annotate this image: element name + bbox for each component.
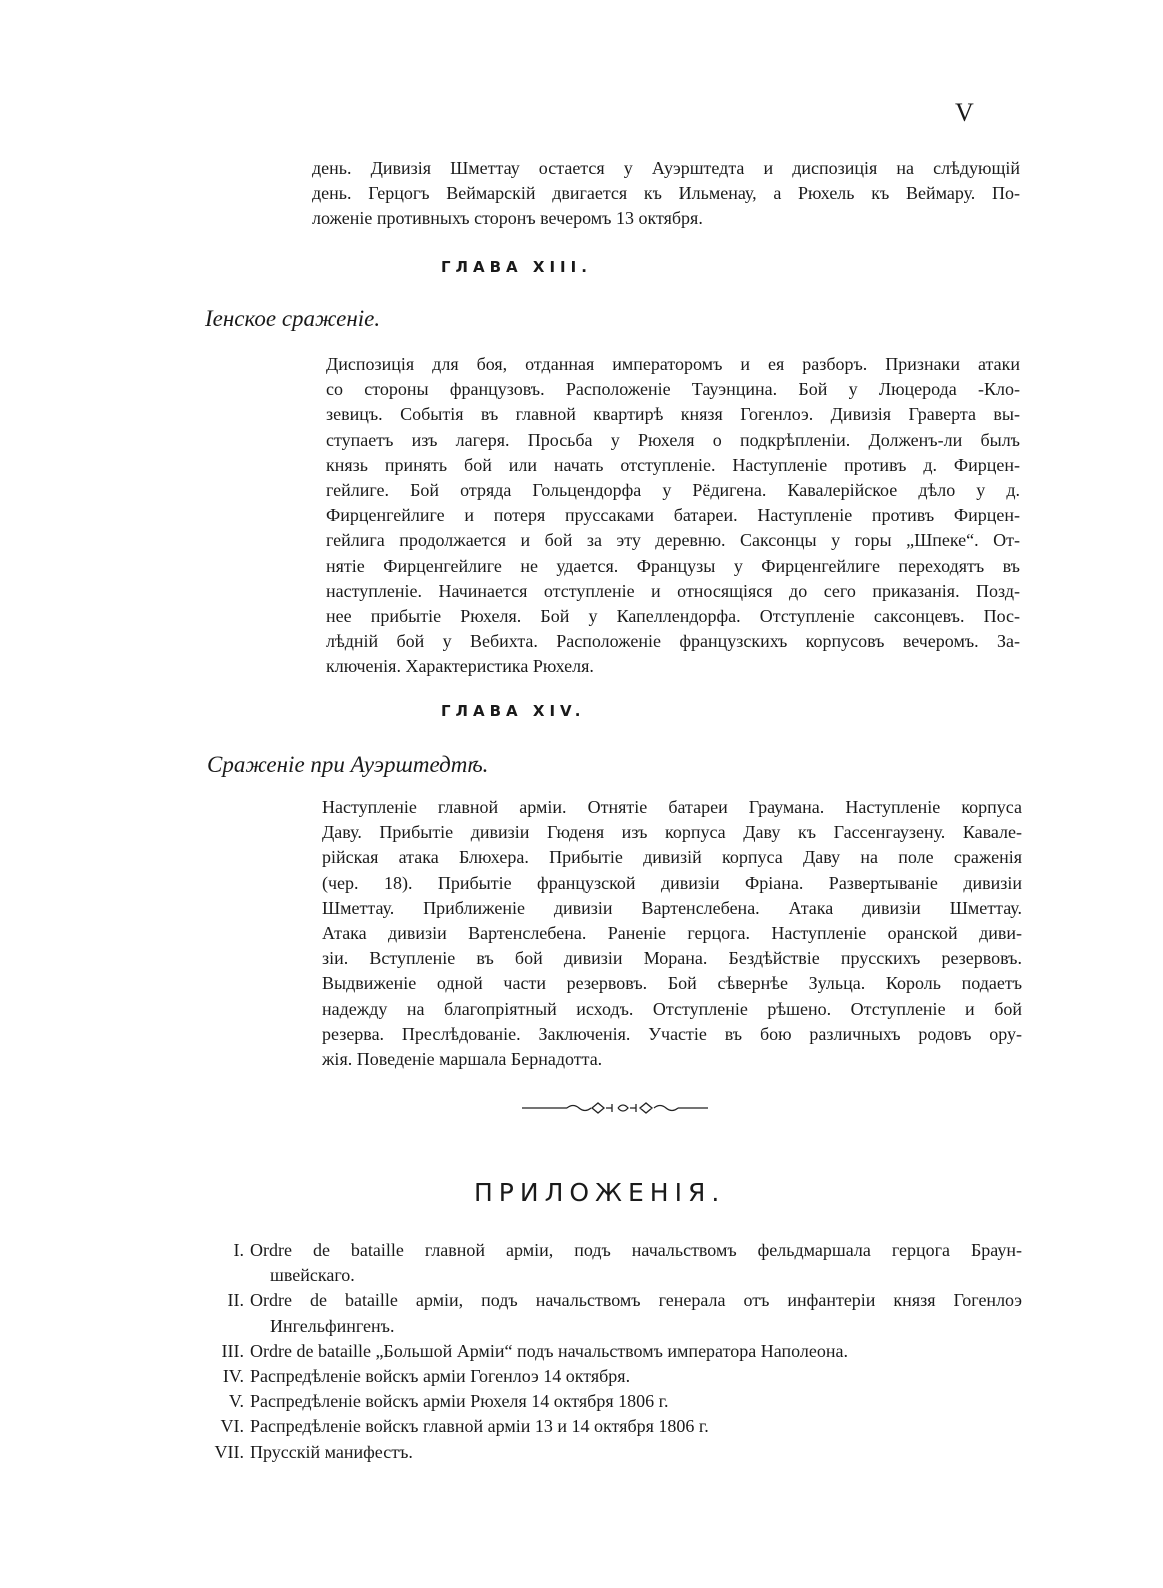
chapter-14-title: Сраженіе при Ауэрштедтѣ. (207, 752, 489, 777)
appendix-item (200, 1389, 1022, 1414)
appendix-item (200, 1414, 1022, 1439)
intro-paragraph (312, 156, 1020, 232)
appendix-number: VII. (214, 1441, 244, 1462)
appendix-text: Распредѣленіе войскъ арміи Рюхеля 14 октября 1806 г. (250, 1391, 669, 1412)
appendix-text: Распредѣленіе войскъ арміи Гогенлоэ 14 октября. (250, 1365, 631, 1386)
page-number: V (955, 98, 974, 127)
text-line: нятіе Фирценгейлиге не удается. Французы у Фирценгейлиге переходятъ въ (326, 555, 1020, 576)
chapter-14-heading: ГЛАВА XIV. (441, 702, 586, 720)
appendix-text: швейскаго. (270, 1265, 355, 1286)
text-line: гейлиге. Бой отряда Гольцендорфа у Рёдигена. Кавалерійское дѣло у д. (326, 479, 1020, 500)
text-line: наступленіе. Начинается отступленіе и относящіяся до сего приказанія. Позд- (326, 580, 1020, 601)
text-line: Выдвиженіе одной части резервовъ. Бой сѣвернѣе Зульца. Король подаетъ (322, 973, 1022, 994)
text-line: ступаетъ изъ лагеря. Просьба у Рюхеля о подкрѣпленіи. Долженъ-ли былъ (326, 429, 1020, 450)
text-line: со стороны французовъ. Расположеніе Тауэнцина. Бой у Люцерода -Кло- (326, 379, 1020, 400)
appendix-text: Ordre de bataille „Большой Арміи“ подъ начальствомъ императора Наполеона. (250, 1340, 848, 1361)
text-line: нее прибытіе Рюхеля. Бой у Капеллендорфа. Отступленіе саксонцевъ. Пос- (326, 605, 1020, 626)
ornament-divider (522, 1100, 708, 1116)
text-line: жія. Поведеніе маршала Бернадотта. (322, 1048, 603, 1069)
appendix-text: Ordre de bataille главной арміи, подъ начальствомъ фельдмаршала герцога Браун- (250, 1240, 1022, 1260)
text-line: резерва. Преслѣдованіе. Заключенія. Участіе въ бою различныхъ родовъ ору- (322, 1023, 1022, 1044)
text-line: день. Герцогъ Веймарскій двигается къ Ильменау, а Рюхель къ Веймару. По- (312, 183, 1020, 204)
text-line: Диспозиція для боя, отданная императоромъ и ея разборъ. Признаки атаки (326, 354, 1020, 374)
appendices-list (200, 1238, 1022, 1465)
text-line: ключенія. Характеристика Рюхеля. (326, 656, 594, 677)
text-line: лѣдній бой у Вебихта. Расположеніе французскихъ корпусовъ вечеромъ. За- (326, 631, 1020, 652)
chapter-13-title: Іенское сраженіе. (205, 306, 381, 331)
appendix-text: Распредѣленіе войскъ главной арміи 13 и 14 октября 1806 г. (250, 1416, 709, 1437)
appendix-number: III. (221, 1340, 244, 1361)
appendix-item (200, 1339, 1022, 1364)
chapter-13-summary (326, 352, 1020, 679)
appendix-text: Ordre de bataille арміи, подъ начальствомъ генерала отъ инфантеріи князя Гогенлоэ (250, 1290, 1022, 1311)
text-line: надежду на благопріятный исходъ. Отступленіе рѣшено. Отступленіе и бой (322, 998, 1022, 1019)
text-line: день. Дивизія Шметтау остается у Ауэрштедта и диспозиція на слѣдующій (312, 158, 1020, 178)
appendix-number: II. (227, 1290, 244, 1311)
chapter-14-summary (322, 795, 1022, 1072)
appendix-number: IV. (222, 1365, 244, 1386)
text-line: Атака дивизіи Вартенслебена. Раненіе герцога. Наступленіе оранской диви- (322, 922, 1022, 943)
appendix-item (200, 1364, 1022, 1389)
appendix-number: VI. (220, 1416, 244, 1437)
text-line: Шметтау. Приближеніе дивизіи Вартенслебена. Атака дивизіи Шметтау. (322, 897, 1022, 918)
text-line: ложеніе противныхъ сторонъ вечеромъ 13 октября. (312, 208, 703, 229)
text-line: зевицъ. Событія въ главной квартирѣ князя Гогенлоэ. Дивизія Граверта вы- (326, 404, 1020, 425)
appendix-item (200, 1288, 1022, 1338)
text-line: Даву. Прибытіе дивизіи Гюденя изъ корпуса Даву къ Гассенгаузену. Кавале- (322, 822, 1022, 843)
appendix-number: V. (228, 1391, 244, 1412)
text-line: (чер. 18). Прибытіе французской дивизіи Фріана. Развертываніе дивизіи (322, 872, 1022, 893)
text-line: гейлига продолжается и бой за эту деревню. Саксонцы у горы „Шпеке“. От- (326, 530, 1020, 551)
chapter-13-heading: ГЛАВА XIII. (441, 258, 592, 276)
appendices-heading: ПРИЛОЖЕНІЯ. (474, 1178, 726, 1207)
text-line: рійская атака Блюхера. Прибытіе дивизій корпуса Даву на поле сраженія (322, 847, 1022, 868)
text-line: Фирценгейлиге и потеря пруссаками батареи. Наступленіе противъ Фирцен- (326, 505, 1020, 526)
appendix-item (200, 1440, 1022, 1465)
appendix-text: Прусскій манифестъ. (250, 1441, 413, 1462)
text-line: князь принять бой или начать отступленіе. Наступленіе противъ д. Фирцен- (326, 454, 1020, 475)
text-line: зіи. Вступленіе въ бой дивизіи Морана. Бездѣйствіе прусскихъ резервовъ. (322, 948, 1022, 969)
appendix-text: Ингельфингенъ. (270, 1315, 395, 1336)
text-line: Наступленіе главной арміи. Отнятіе батареи Граумана. Наступленіе корпуса (322, 797, 1022, 817)
appendix-item (200, 1238, 1022, 1288)
appendix-number: I. (233, 1240, 244, 1260)
